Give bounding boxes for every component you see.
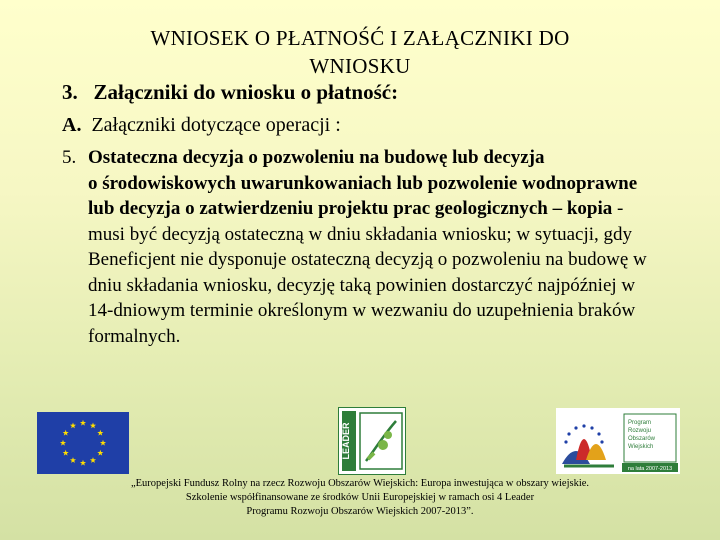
- leader-text: LEADER: [341, 422, 351, 460]
- eu-star-icon: [70, 422, 76, 428]
- item-5-line3: wodnoprawne lub decyzja o zatwierdzeniu projektu prac: [88, 172, 638, 219]
- prow-line-2: Rozwoju: [628, 428, 652, 434]
- eu-star-icon: [70, 457, 76, 463]
- item-5-rest: - musi być decyzją ostateczną w dniu składania wniosku; w sytuacji, gdy Beneficjent nie dysponuje ostateczną decyzją o pozwoleniu na budowę w dniu składania wniosku, decyzję taką powinien dostarczyć najpóźniej w 14-dniowym terminie określonym w wezwaniu do uzupełnienia braków formalnych.: [88, 198, 647, 347]
- eu-star-icon: [63, 430, 69, 436]
- eu-star-icon: [100, 440, 106, 446]
- eu-star-icon: [80, 420, 86, 426]
- eu-star-icon: [97, 450, 103, 456]
- item-5-paragraph: [62, 145, 647, 349]
- section-3-number: 3.: [62, 80, 78, 104]
- eu-star-icon: [90, 457, 96, 463]
- prow-line-3: Obszarów: [628, 436, 656, 442]
- prow-logo: [556, 408, 680, 474]
- prow-line-4: Wiejskich: [628, 444, 654, 450]
- item-5-line2: o środowiskowych uwarunkowaniach lub pozwolenie: [88, 172, 518, 194]
- eu-stars-icon: [37, 412, 129, 474]
- section-a-heading: [62, 112, 341, 138]
- item-5-number: 5.: [62, 147, 77, 168]
- eu-star-icon: [90, 422, 96, 428]
- footer-line-3: Programu Rozwoju Obszarów Wiejskich 2007-2013”.: [246, 506, 474, 517]
- eu-flag-logo: [37, 412, 129, 474]
- eu-star-icon: [80, 460, 86, 466]
- eu-star-icon: [60, 440, 66, 446]
- slide-title: WNIOSEK O PŁATNOŚĆ I ZAŁĄCZNIKI DO WNIOSKU: [150, 26, 570, 78]
- section-3-heading: [62, 79, 398, 105]
- footer-line-1: „Europejski Fundusz Rolny na rzecz Rozwoju Obszarów Wiejskich: Europa inwestująca w obszary wiejskie.: [130, 478, 590, 489]
- section-a-number: A.: [62, 114, 82, 136]
- eu-star-icon: [97, 430, 103, 436]
- section-3-text: Załączniki do wniosku o płatność:: [93, 80, 399, 104]
- leader-logo: [338, 407, 406, 475]
- item-5-line1: Ostateczna decyzja o pozwoleniu na budowę lub decyzja: [88, 147, 545, 168]
- item-5-continuation: [62, 171, 647, 350]
- footer: [60, 477, 660, 519]
- eu-star-icon: [63, 450, 69, 456]
- footer-line-2: Szkolenie współfinansowane ze środków Unii Europejskiej w ramach osi 4 Leader: [185, 492, 535, 503]
- prow-line-1: Program: [628, 420, 652, 426]
- prow-years: na lata 2007-2013: [627, 466, 673, 472]
- logo-strip: [0, 404, 720, 476]
- section-a-text: Załączniki dotyczące operacji :: [91, 114, 341, 136]
- item-5-bold-end: geologicznych – kopia: [434, 198, 613, 219]
